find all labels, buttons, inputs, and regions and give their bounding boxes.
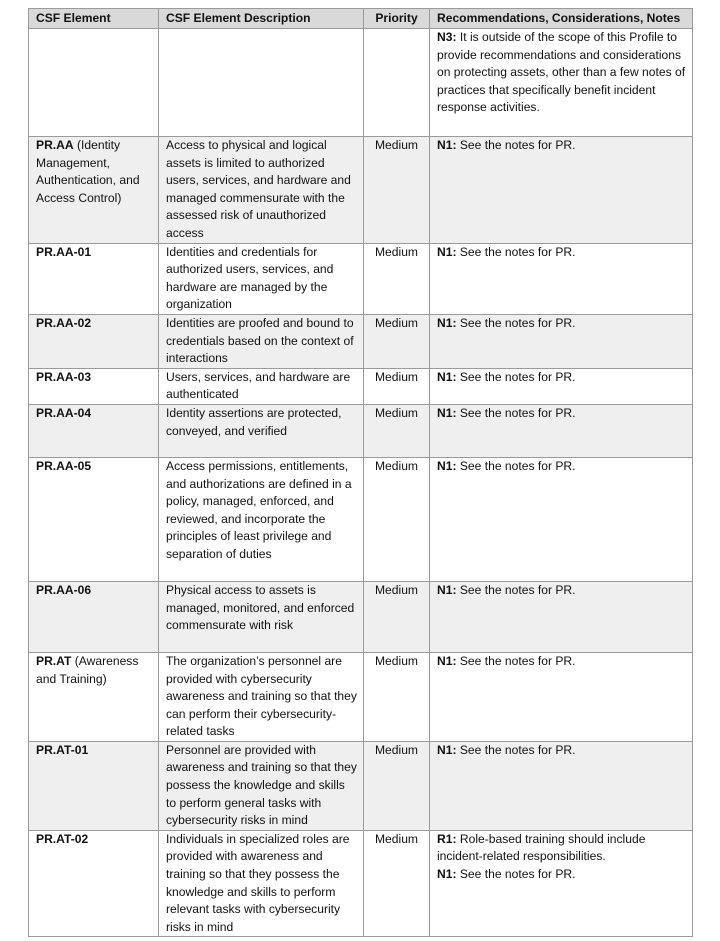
note-text: It is outside of the scope of this Profile to provide recommendations and considerations on protecting assets, other than a few notes of practices that specifically benefit incident response activities. — [437, 30, 686, 115]
note-tag: N1: — [437, 405, 457, 420]
csf-element-description: Identities are proofed and bound to credentials based on the context of interactions — [159, 314, 364, 368]
note-text: See the notes for PR. — [456, 653, 576, 668]
note-tag: N1: — [437, 458, 457, 473]
table-row — [29, 314, 693, 368]
csf-element-description: Individuals in specialized roles are provided with awareness and training so that they possess the knowledge and skills to perform relevant tasks with cybersecurity risks in mind — [159, 830, 364, 937]
notes-cell — [430, 652, 693, 741]
notes-cell — [430, 830, 693, 937]
notes-cell — [430, 314, 693, 368]
notes-cell — [430, 368, 693, 404]
csf-element-id: PR.AA-03 — [36, 369, 92, 384]
note-line — [437, 405, 686, 423]
note-line — [437, 29, 686, 117]
note-text: Role-based training should include incident-related responsibilities. — [437, 831, 646, 864]
notes-cell — [430, 457, 693, 581]
priority-cell: Medium — [364, 457, 430, 581]
note-text: See the notes for PR. — [456, 315, 576, 330]
table-row — [29, 243, 693, 314]
csf-element-id: PR.AT — [36, 653, 72, 668]
csf-element-description: Physical access to assets is managed, monitored, and enforced commensurate with risk — [159, 581, 364, 652]
note-tag: N1: — [437, 653, 457, 668]
note-text: See the notes for PR. — [456, 369, 576, 384]
table-body — [29, 29, 693, 937]
table-row — [29, 741, 693, 830]
csf-element-description: Access permissions, entitlements, and authorizations are defined in a policy, managed, enforced, and reviewed, and incorporate the principles of least privilege and separation of duties — [159, 457, 364, 581]
note-line — [437, 315, 686, 333]
csf-element-id: PR.AA-05 — [36, 458, 92, 473]
csf-element-id: PR.AA-04 — [36, 405, 92, 420]
csf-element-cell — [29, 314, 159, 368]
table-row — [29, 581, 693, 652]
csf-element-cell — [29, 457, 159, 581]
note-text: See the notes for PR. — [456, 138, 576, 152]
csf-element-cell — [29, 652, 159, 741]
note-line — [437, 742, 686, 760]
note-line — [437, 137, 686, 155]
csf-element-description: The organization’s personnel are provided with cybersecurity awareness and training so that they can perform their cybersecurity-related tasks — [159, 652, 364, 741]
note-tag: N3: — [437, 30, 457, 44]
note-text: See the notes for PR. — [456, 458, 576, 473]
csf-element-cell — [29, 368, 159, 404]
note-tag: N1: — [437, 138, 457, 152]
header-csf-element-description: CSF Element Description — [159, 9, 364, 29]
note-text: See the notes for PR. — [456, 742, 576, 757]
note-tag: N1: — [437, 369, 457, 384]
priority-cell: Medium — [364, 137, 430, 244]
table-row — [29, 29, 693, 137]
csf-element-id: PR.AA-02 — [36, 315, 92, 330]
note-tag: N1: — [437, 244, 457, 259]
note-line — [437, 866, 686, 884]
csf-element-id: PR.AA-06 — [36, 582, 92, 597]
priority-cell: Medium — [364, 243, 430, 314]
csf-element-name: (Identity Management, Authentication, and Access Control) — [36, 138, 140, 205]
priority-cell: Medium — [364, 581, 430, 652]
table-row — [29, 457, 693, 581]
table-row — [29, 652, 693, 741]
note-tag: N1: — [437, 582, 457, 597]
csf-element-name: (Awareness and Training) — [36, 653, 139, 686]
note-text: See the notes for PR. — [456, 582, 576, 597]
note-line — [437, 458, 686, 476]
table-row — [29, 830, 693, 937]
note-tag: N1: — [437, 315, 457, 330]
csf-element-cell — [29, 243, 159, 314]
csf-element-cell — [29, 404, 159, 457]
csf-element-description: Identity assertions are protected, conveyed, and verified — [159, 404, 364, 457]
csf-element-description: Personnel are provided with awareness and training so that they possess the knowledge and skills to perform general tasks with cybersecurity risks in mind — [159, 741, 364, 830]
note-text: See the notes for PR. — [456, 244, 576, 259]
table-header-row — [29, 9, 693, 29]
csf-element-id: PR.AT-02 — [36, 831, 89, 846]
notes-cell — [430, 404, 693, 457]
csf-element-description: Identities and credentials for authorized users, services, and hardware are managed by the organization — [159, 243, 364, 314]
note-tag: N1: — [437, 742, 457, 757]
table-row — [29, 137, 693, 244]
note-line — [437, 653, 686, 671]
csf-element-cell — [29, 581, 159, 652]
notes-cell — [430, 29, 693, 137]
csf-element-description: Access to physical and logical assets is limited to authorized users, services, and hardware and managed commensurate with the assessed risk of unauthorized access — [159, 137, 364, 244]
priority-cell: Medium — [364, 404, 430, 457]
note-line — [437, 244, 686, 262]
header-recommendations: Recommendations, Considerations, Notes — [430, 9, 693, 29]
csf-element-cell — [29, 29, 159, 137]
notes-cell — [430, 243, 693, 314]
priority-cell: Medium — [364, 652, 430, 741]
note-text: See the notes for PR. — [456, 405, 576, 420]
notes-cell — [430, 741, 693, 830]
note-line — [437, 369, 686, 387]
csf-element-cell — [29, 830, 159, 937]
note-line — [437, 831, 686, 866]
priority-cell: Medium — [364, 314, 430, 368]
header-priority: Priority — [364, 9, 430, 29]
header-csf-element: CSF Element — [29, 9, 159, 29]
csf-element-id: PR.AA — [36, 138, 74, 152]
note-tag: R1: — [437, 831, 457, 846]
csf-element-cell — [29, 741, 159, 830]
csf-element-cell — [29, 137, 159, 244]
note-line — [437, 582, 686, 600]
priority-cell: Medium — [364, 830, 430, 937]
table-row — [29, 368, 693, 404]
csf-element-description — [159, 29, 364, 137]
priority-cell: Medium — [364, 368, 430, 404]
csf-profile-table — [28, 8, 693, 937]
note-tag: N1: — [437, 867, 457, 882]
notes-cell — [430, 581, 693, 652]
note-text: See the notes for PR. — [456, 867, 576, 882]
csf-element-id: PR.AT-01 — [36, 742, 89, 757]
notes-cell — [430, 137, 693, 244]
csf-element-id: PR.AA-01 — [36, 244, 92, 259]
csf-element-description: Users, services, and hardware are authenticated — [159, 368, 364, 404]
table-row — [29, 404, 693, 457]
priority-cell: Medium — [364, 741, 430, 830]
priority-cell — [364, 29, 430, 137]
